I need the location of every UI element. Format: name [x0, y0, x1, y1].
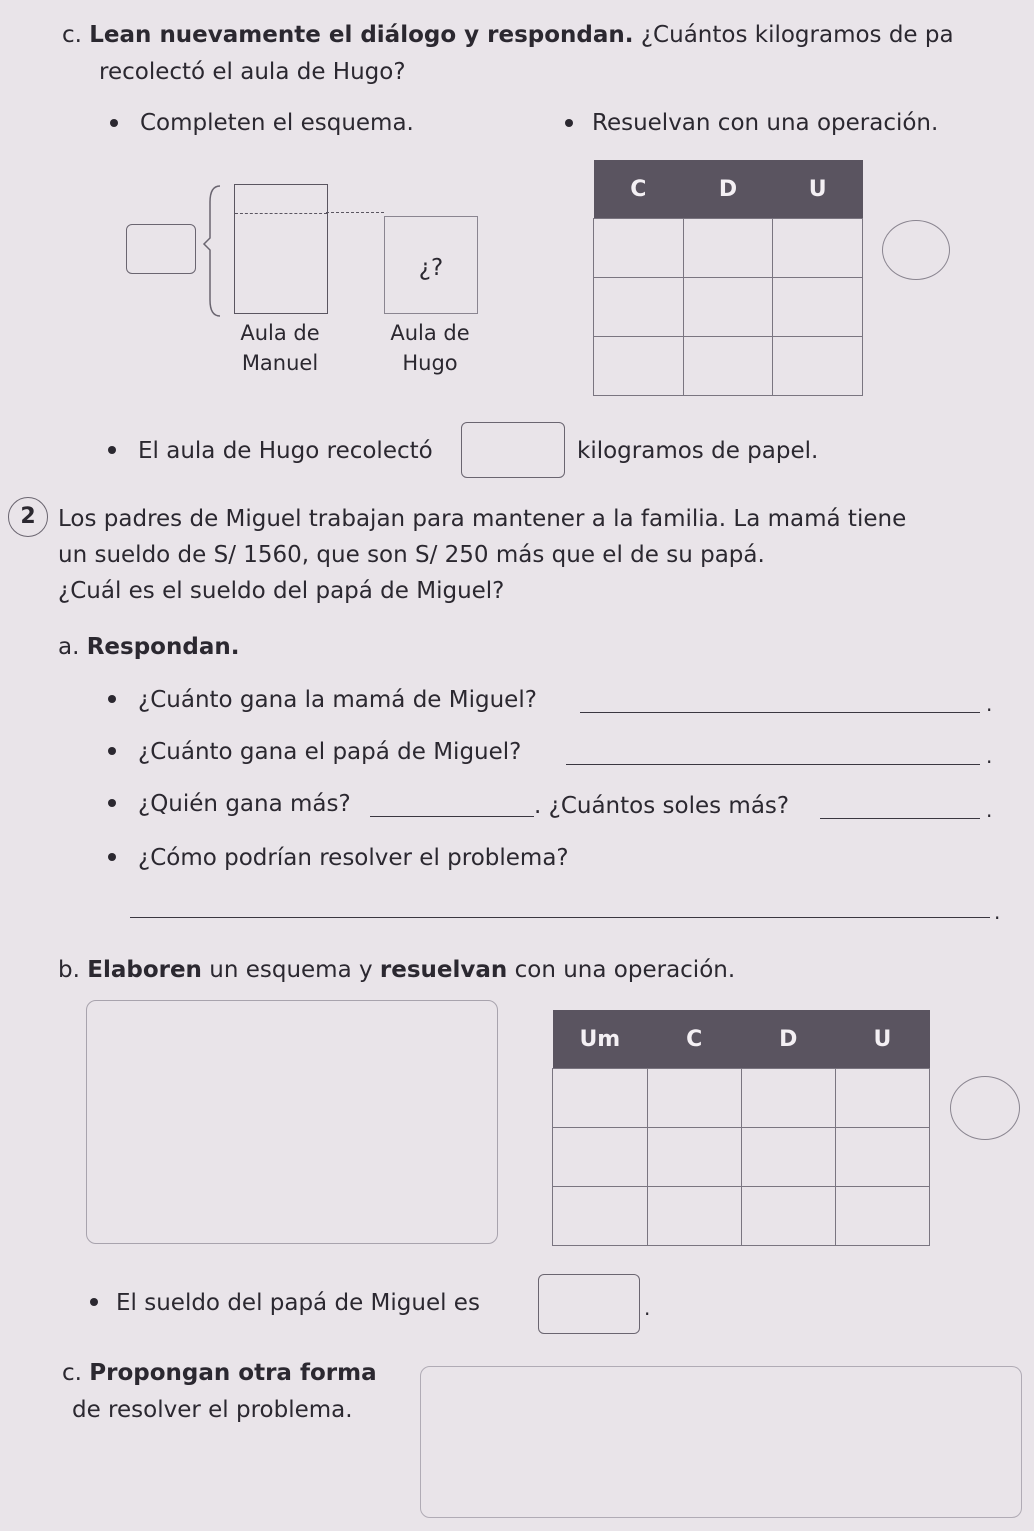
header-d: D: [741, 1010, 835, 1069]
part-b-heading: [58, 955, 735, 985]
end-dot: .: [986, 798, 993, 822]
cell[interactable]: [835, 1069, 929, 1128]
part-b-title-bold2: resuelvan: [379, 957, 508, 983]
label-aula-manuel: Aula de Manuel: [240, 321, 320, 375]
header-um: Um: [553, 1010, 648, 1069]
cell[interactable]: [553, 1069, 648, 1128]
part-c2-line2: de resolver el problema.: [72, 1397, 353, 1423]
dashed-connector: [326, 212, 384, 213]
header-u: U: [773, 160, 863, 219]
end-dot: .: [986, 744, 993, 768]
cell[interactable]: [647, 1069, 741, 1128]
part-c-question-line2: recolectó el aula de Hugo?: [99, 59, 406, 85]
part-c-question-rest: ¿Cuántos kilogramos de pa: [640, 22, 954, 48]
bullet-icon: [110, 119, 118, 127]
answer-line-como[interactable]: [130, 917, 990, 918]
bullet-icon: [108, 853, 116, 861]
answer-papa-box[interactable]: [538, 1274, 640, 1334]
cell[interactable]: [835, 1128, 929, 1187]
answer-hugo-box[interactable]: [461, 422, 565, 478]
bullet-icon: [108, 747, 116, 755]
bullet-icon: [108, 799, 116, 807]
bar-manuel: [234, 184, 328, 314]
part-c-question-bold: Lean nuevamente el diálogo y respondan.: [89, 22, 634, 48]
bar-hugo: [384, 216, 478, 314]
part-b-title-end: con una operación.: [514, 957, 736, 983]
bar-divider: [235, 213, 327, 214]
header-c: C: [594, 160, 684, 219]
problem2-line2: un sueldo de S/ 1560, que son S/ 250 más que el de su papá.: [58, 542, 765, 568]
question-mama: ¿Cuánto gana la mamá de Miguel?: [138, 687, 537, 713]
question-como: ¿Cómo podrían resolver el problema?: [138, 845, 569, 871]
answer-line-papa[interactable]: [566, 764, 980, 765]
place-value-table-cdu: [593, 160, 863, 396]
bullet-icon: [90, 1298, 98, 1306]
part-c2-text1: Propongan otra forma: [89, 1360, 377, 1386]
answer-papa-text: El sueldo del papá de Miguel es: [116, 1290, 480, 1316]
part-a-label: a.: [58, 634, 80, 660]
part-b-title-mid: un esquema y: [209, 957, 373, 983]
part-a-title: Respondan.: [86, 634, 240, 660]
answer-line-mama[interactable]: [580, 712, 980, 713]
cell[interactable]: [553, 1187, 648, 1246]
answer-line-quien[interactable]: [370, 816, 534, 817]
header-c: C: [647, 1010, 741, 1069]
part-c2-label: c.: [62, 1360, 82, 1386]
problem-number-badge: 2: [8, 497, 48, 537]
brace-icon: [196, 182, 236, 322]
cell[interactable]: [647, 1128, 741, 1187]
problem2-line1: Los padres de Miguel trabajan para mantener a la familia. La mamá tiene: [58, 506, 907, 532]
part-a-heading: [58, 632, 239, 662]
part-c2-line1: [62, 1358, 377, 1388]
question-cuantos-soles: . ¿Cuántos soles más?: [534, 793, 790, 819]
question-papa: ¿Cuánto gana el papá de Miguel?: [138, 739, 522, 765]
header-d: D: [683, 160, 773, 219]
cell[interactable]: [773, 337, 863, 396]
part-b-label: b.: [58, 957, 80, 983]
cell[interactable]: [594, 278, 684, 337]
place-value-table-umcdu: [552, 1010, 930, 1246]
part-c-label: c.: [62, 22, 82, 48]
unknown-label: ¿?: [418, 255, 444, 281]
answer-hugo-before: El aula de Hugo recolectó: [138, 438, 433, 464]
diagram-answer-box[interactable]: [126, 224, 196, 274]
problem2-line3: ¿Cuál es el sueldo del papá de Miguel?: [58, 578, 505, 604]
cell[interactable]: [553, 1128, 648, 1187]
instruction-solve-operation: Resuelvan con una operación.: [592, 110, 939, 136]
end-dot: .: [994, 900, 1001, 924]
cell[interactable]: [683, 278, 773, 337]
label-aula-hugo: Aula de Hugo: [390, 321, 470, 375]
cell[interactable]: [594, 219, 684, 278]
cell[interactable]: [835, 1187, 929, 1246]
bullet-icon: [108, 446, 116, 454]
cell[interactable]: [647, 1187, 741, 1246]
answer-line-cuantos[interactable]: [820, 818, 980, 819]
end-dot: .: [644, 1296, 651, 1320]
cell[interactable]: [773, 278, 863, 337]
operation-sign-circle[interactable]: [950, 1076, 1020, 1140]
answer-hugo-after: kilogramos de papel.: [577, 438, 819, 464]
cell[interactable]: [741, 1128, 835, 1187]
end-dot: .: [986, 692, 993, 716]
cell[interactable]: [741, 1069, 835, 1128]
instruction-complete-diagram: Completen el esquema.: [140, 110, 414, 136]
part-c-question: [62, 20, 954, 50]
cell[interactable]: [594, 337, 684, 396]
bullet-icon: [108, 695, 116, 703]
bullet-icon: [565, 119, 573, 127]
part-b-title-bold1: Elaboren: [87, 957, 202, 983]
operation-sign-circle[interactable]: [882, 220, 950, 280]
cell[interactable]: [741, 1187, 835, 1246]
header-u: U: [835, 1010, 929, 1069]
question-quien: ¿Quién gana más?: [138, 791, 351, 817]
diagram-drawing-area[interactable]: [86, 1000, 498, 1244]
alternative-solution-area[interactable]: [420, 1366, 1022, 1518]
cell[interactable]: [773, 219, 863, 278]
cell[interactable]: [683, 219, 773, 278]
cell[interactable]: [683, 337, 773, 396]
